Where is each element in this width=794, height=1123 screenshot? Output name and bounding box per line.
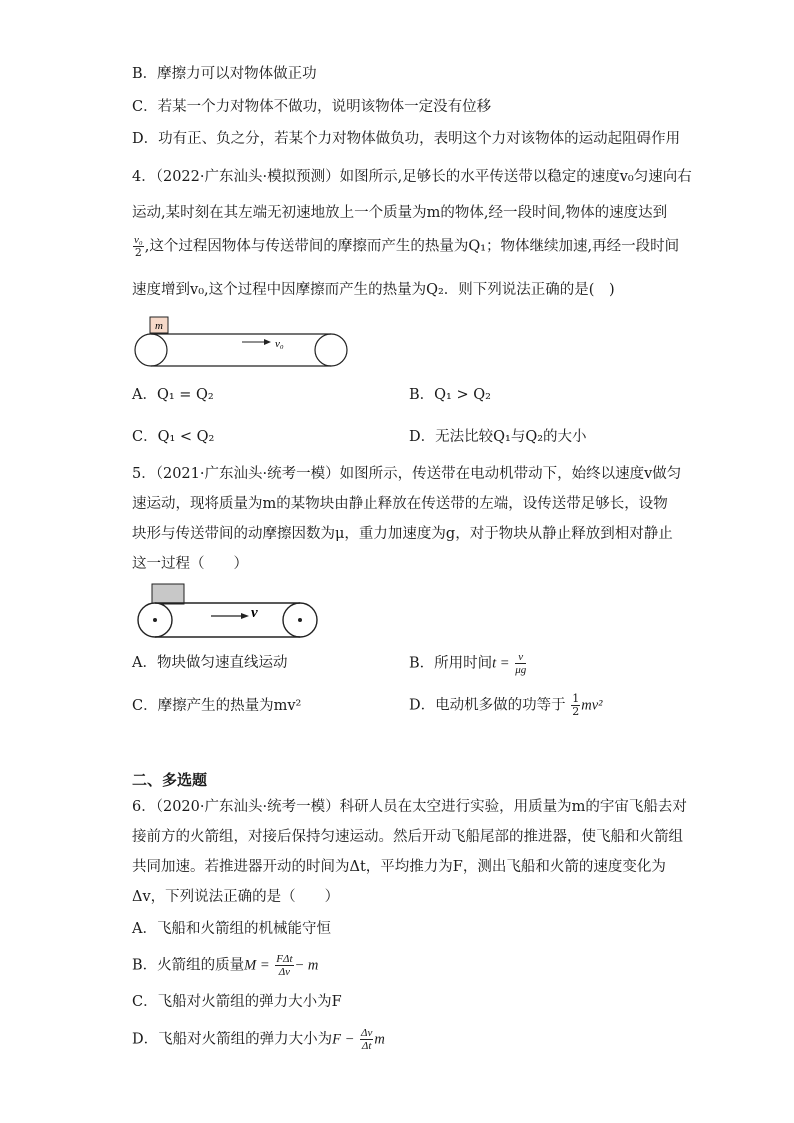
q5-stem-line2: 速运动，现将质量为m的某物块由静止释放在传送带的左端，设传送带足够长，设物 (132, 496, 668, 512)
q4-fraction-v0-over-2: $\frac{\text{v₀}}{2}$ (134, 234, 143, 259)
q5-velocity-label: v (251, 605, 258, 621)
q4-option-a: A．Q₁ = Q₂ (132, 387, 214, 403)
q4-option-b: B．Q₁ > Q₂ (409, 387, 491, 403)
q5-stem-line1: 5．（2021·广东汕头·统考一模）如图所示，传送带在电动机带动下，始终以速度v做匀 (132, 466, 682, 482)
q5-fraction-v-over-mu-g: $\frac{v}{\mu g}$ (515, 651, 527, 676)
q5-option-a: A．物块做匀速直线运动 (132, 655, 288, 671)
q6-stem-line1: 6．（2020·广东汕头·统考一模）科研人员在太空进行实验，用质量为m的宇宙飞船去对 (132, 799, 687, 815)
q3-option-c: C．若某一个力对物体不做功，说明该物体一定没有位移 (132, 99, 492, 115)
q5-arrow-head (241, 613, 249, 619)
q6-option-c: C．飞船对火箭组的弹力大小为F (132, 994, 342, 1010)
q5-stem-line3: 块形与传送带间的动摩擦因数为μ，重力加速度为g，对于物块从静止释放到相对静止 (132, 526, 673, 542)
q4-block-label: m (155, 320, 163, 332)
q4-stem-line3: $\frac{\text{v₀}}{2}$ ,这个过程因物体与传送带间的摩擦而产生的热量为Q₁；物体继续加速,再经一段时间 (134, 234, 680, 259)
q6-fraction-dv-over-dt: $\frac{\Delta v}{\Delta t}$ (361, 1027, 373, 1052)
q3-option-d: D．功有正、负之分，若某个力对物体做负功，表明这个力对该物体的运动起阻碍作用 (132, 131, 681, 147)
section-title: 二、多选题 (132, 771, 208, 789)
q6-option-d: D．飞船对火箭组的弹力大小为F − $\frac{\Delta v}{\Delta t}$ m (132, 1027, 385, 1052)
q4-stem-line2: 运动,某时刻在其左端无初速地放上一个质量为m的物体,经一段时间,物体的速度达到 (132, 205, 668, 221)
q5-option-b: B．所用时间t = $\frac{v}{\mu g}$ (409, 651, 527, 676)
q4-velocity-label: v₀ (275, 338, 284, 350)
q4-stem-line1: 4．（2022·广东汕头·模拟预测）如图所示,足够长的水平传送带以稳定的速度v₀匀速向右 (132, 169, 692, 185)
q5-stem-line4: 这一过程（ ） (132, 556, 248, 572)
q4-option-c: C．Q₁ < Q₂ (132, 429, 215, 445)
q6-option-b: B．火箭组的质量M = $\frac{\text{FΔt}}{\Delta v}$ − m (132, 953, 319, 978)
q5-option-c: C．摩擦产生的热量为mv² (132, 698, 302, 714)
q6-stem-line2: 接前方的火箭组，对接后保持匀速运动。然后开动飞船尾部的推进器，使飞船和火箭组 (132, 829, 683, 845)
q6-stem-line4: Δv，下列说法正确的是（ ） (132, 889, 340, 905)
q4-arrow-head (264, 339, 271, 345)
q4-stem-line4: 速度增到v₀,这个过程中因摩擦而产生的热量为Q₂．则下列说法正确的是( ) (132, 282, 615, 298)
q6-stem-line3: 共同加速。若推进器开动的时间为Δt，平均推力为F，测出飞船和火箭的速度变化为 (132, 859, 666, 875)
q5-option-d: D．电动机多做的功等于 $\frac{1}{2}$ mv² (409, 692, 603, 718)
q3-option-b: B．摩擦力可以对物体做正功 (132, 66, 317, 82)
q4-conveyor-figure (130, 314, 355, 370)
q6-fraction-f-dt-over-dv: $\frac{\text{FΔt}}{\Delta v}$ (276, 953, 293, 978)
q6-option-a: A．飞船和火箭组的机械能守恒 (132, 921, 331, 937)
q4-option-d: D．无法比较Q₁与Q₂的大小 (409, 429, 587, 445)
q5-fraction-one-half: $\frac{1}{2}$ (572, 692, 580, 718)
q5-block (152, 584, 184, 604)
q5-conveyor-figure (135, 583, 321, 639)
